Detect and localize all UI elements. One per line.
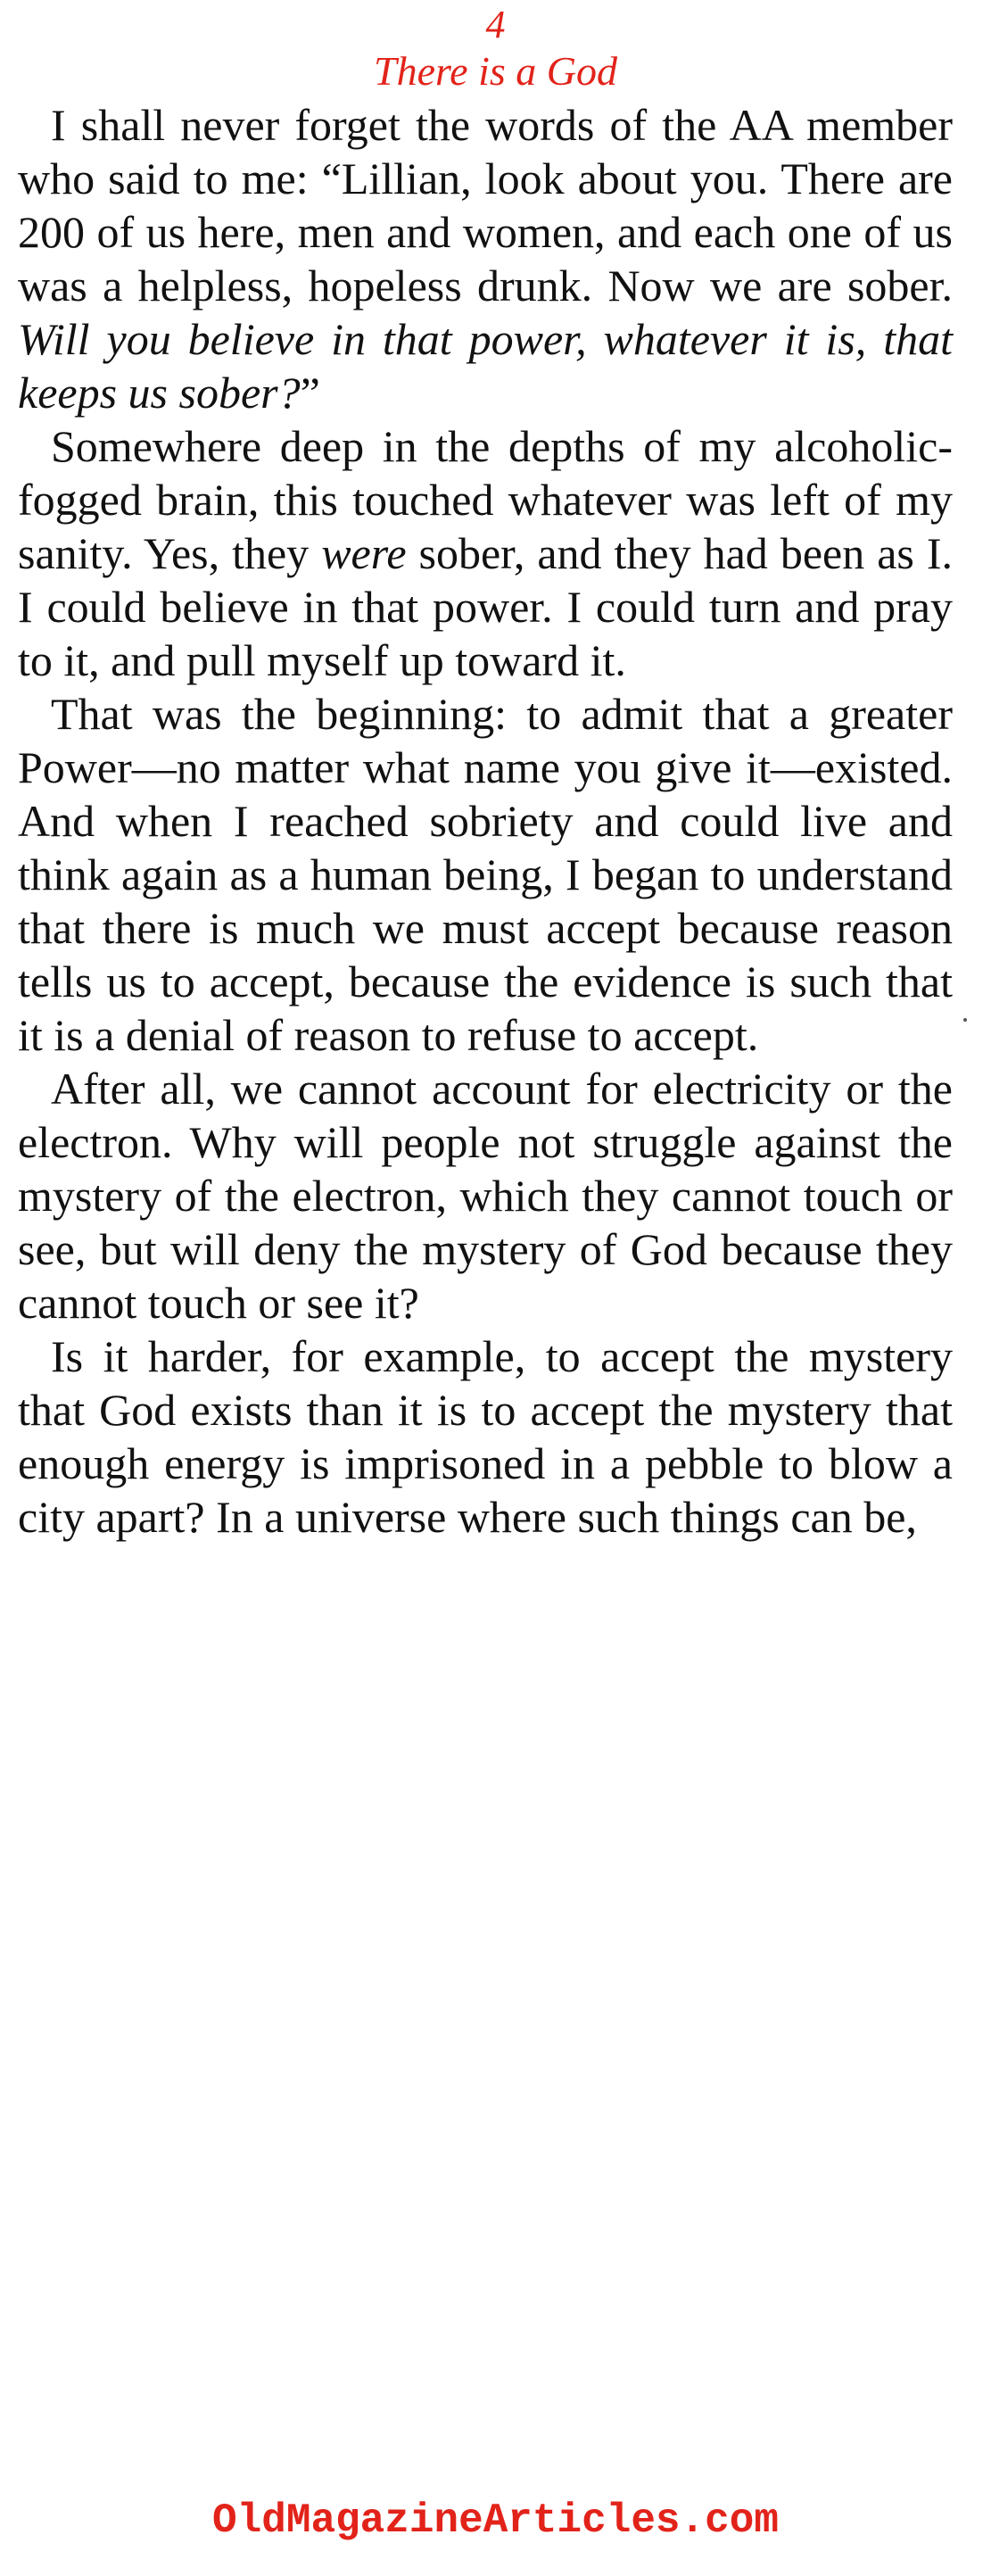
emphasized-text: were [321,528,407,578]
paragraph-text: ” [300,368,320,418]
chapter-title: There is a God [373,48,617,94]
chapter-number: 4 [485,3,506,46]
site-watermark[interactable]: OldMagazineArticles.com [212,2497,779,2544]
paragraph-text: Is it harder, for example, to accept the mystery that God exists than it is to accept the mystery that enough energy is imprisoned in a pebble to blow a city apart? In a universe where such things can be, [18,1331,953,1542]
article-paragraph [18,419,953,687]
article-body [18,98,953,1544]
emphasized-text: Will you believe in that power, whatever it is, that keeps us sober? [18,314,953,418]
article-paragraph [18,687,953,1062]
article-paragraph [18,1329,953,1544]
paragraph-text: sober, and they had been as I. I could believe in that power. I could turn and pray to it, and pull myself up toward it. [18,528,954,685]
paragraph-text: After all, we cannot account for electricity or the electron. Why will people not struggle against the mystery of the electron, which they cannot touch or see, but will deny the mystery of God because they cannot touch or see it? [18,1064,953,1328]
paragraph-text: That was the beginning: to admit that a greater Power—no matter what name you give it—existed. And when I reached sobriety and could live and think again as a human being, I began to understand that there is much we must accept because reason tells us to accept, because the evidence is such that it is a denial of reason to refuse to accept. [18,689,953,1060]
article-paragraph [18,98,953,419]
ink-speck [963,1018,967,1022]
article-paragraph [18,1062,953,1329]
chapter-header [0,2,991,95]
paragraph-text: I shall never forget the words of the AA member who said to me: “Lillian, look about you. There are 200 of us here, men and women, and each one of us was a helpless, hopeless drunk. Now we are sober. [18,100,953,311]
paragraph-text: Somewhere deep in the depths of my alcoholic-fogged brain, this touched whatever was left of my sanity. Yes, they [18,421,953,578]
